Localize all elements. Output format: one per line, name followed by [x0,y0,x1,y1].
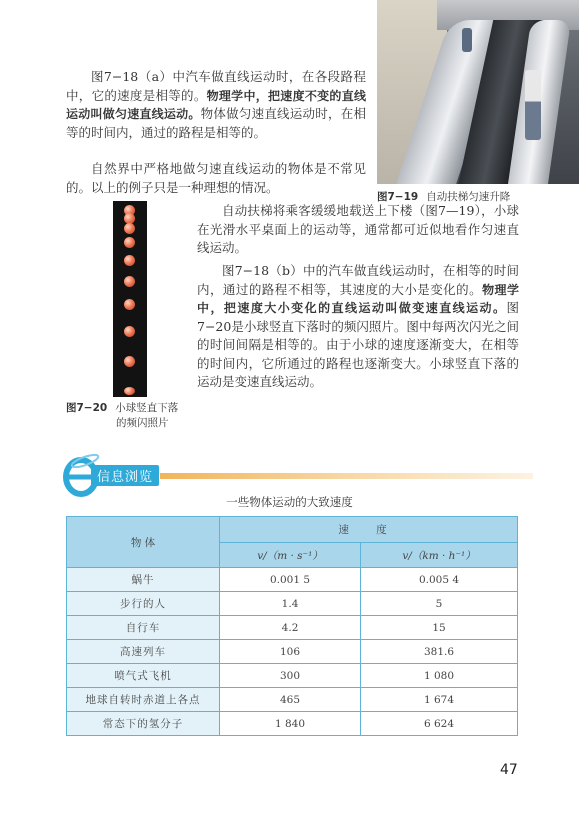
definition-uniform-motion: 物理学中，把速度不变的直线运动叫做匀速直线运动。 [66,88,366,121]
person-figure [525,70,541,140]
paragraph-variable-motion [197,262,519,392]
speed-table [66,516,518,736]
table-title: 一些物体运动的大致速度 [226,495,353,509]
cell-speed-kmh: 5 [361,592,518,616]
table-row [67,568,518,592]
ball-image [124,326,135,337]
cell-speed-ms: 1.4 [220,592,361,616]
falling-ball-strobe-photo [113,201,147,397]
table-row [67,640,518,664]
header-unit-kmh: v/（km · h⁻¹） [361,543,518,568]
cell-speed-kmh: 0.005 4 [361,568,518,592]
header-unit-ms: v/（m · s⁻¹） [220,543,361,568]
cell-speed-kmh: 1 080 [361,664,518,688]
paragraph-text: 自然界中严格地做匀速直线运动的物体是不常见的。以上的例子只是一种理想的情况。 [66,161,366,195]
ball-image [124,299,135,310]
ball-image [124,237,135,248]
figure-caption-text: 自动扶梯匀速升降 [426,191,511,203]
cell-object: 自行车 [67,616,220,640]
ball-image [124,276,135,287]
header-speed: 速 度 [220,517,518,543]
paragraph-text: 图7−18（a）中汽车做直线运动时，在各段路程中，它的速度是相等的。 [66,69,366,103]
cell-object: 步行的人 [67,592,220,616]
info-banner [63,453,533,497]
table-row [67,712,518,736]
figure-caption-text: 小球竖直下落 [115,402,179,414]
paragraph-text: 图7−20是小球竖直下落时的频闪照片。图中每两次闪光之间的时间间隔是相等的。由于小球的速度逐渐变大，在相等的时间内，它所通过的路程也逐渐变大。小球竖直下落的运动是变速直线运动。 [197,300,519,389]
header-object: 物 体 [67,517,220,568]
figure-number: 图7−19 [377,191,419,203]
paragraph-escalator [197,202,519,258]
ball-image [124,223,135,234]
table-row [67,688,518,712]
ball-image [124,387,135,395]
cell-object: 高速列车 [67,640,220,664]
figure-caption-text: 的频闪照片 [116,417,169,429]
table-row [67,664,518,688]
definition-variable-motion: 物理学中，把速度大小变化的直线运动叫做变速直线运动。 [197,282,519,315]
ball-image [124,255,135,266]
cell-speed-kmh: 381.6 [361,640,518,664]
cell-speed-ms: 1 840 [220,712,361,736]
paragraph-ideal-case [66,160,366,197]
cell-speed-ms: 106 [220,640,361,664]
cell-speed-kmh: 6 624 [361,712,518,736]
person-figure [462,28,472,52]
figure-number: 图7−20 [66,402,108,414]
escalator-photo [377,0,579,184]
info-banner-bar [160,473,533,479]
page-number: 47 [500,762,518,778]
table-row [67,616,518,640]
cell-object: 常态下的氢分子 [67,712,220,736]
figure-20-caption [66,401,178,431]
paragraph-text: 自动扶梯将乘客缓缓地载送上下楼（图7—19），小球在光滑水平桌面上的运动等，通常都可近似地看作匀速直线运动。 [197,203,519,255]
info-section-title: 信息浏览 [91,465,159,486]
paragraph-uniform-motion [66,68,366,142]
ball-image [124,356,135,367]
cell-speed-ms: 300 [220,664,361,688]
cell-speed-kmh: 1 674 [361,688,518,712]
paragraph-text: 图7−18（b）中的汽车做直线运动时，在相等的时间内，通过的路程不相等，其速度的大小是变化的。 [197,263,519,297]
cell-object: 地球自转时赤道上各点 [67,688,220,712]
table-row [67,592,518,616]
cell-speed-ms: 4.2 [220,616,361,640]
cell-object: 蜗牛 [67,568,220,592]
cell-speed-ms: 0.001 5 [220,568,361,592]
cell-speed-ms: 465 [220,688,361,712]
cell-object: 喷气式飞机 [67,664,220,688]
paragraph-text: 物体做匀速直线运动时，在相等的时间内，通过的路程是相等的。 [66,106,366,140]
cell-speed-kmh: 15 [361,616,518,640]
